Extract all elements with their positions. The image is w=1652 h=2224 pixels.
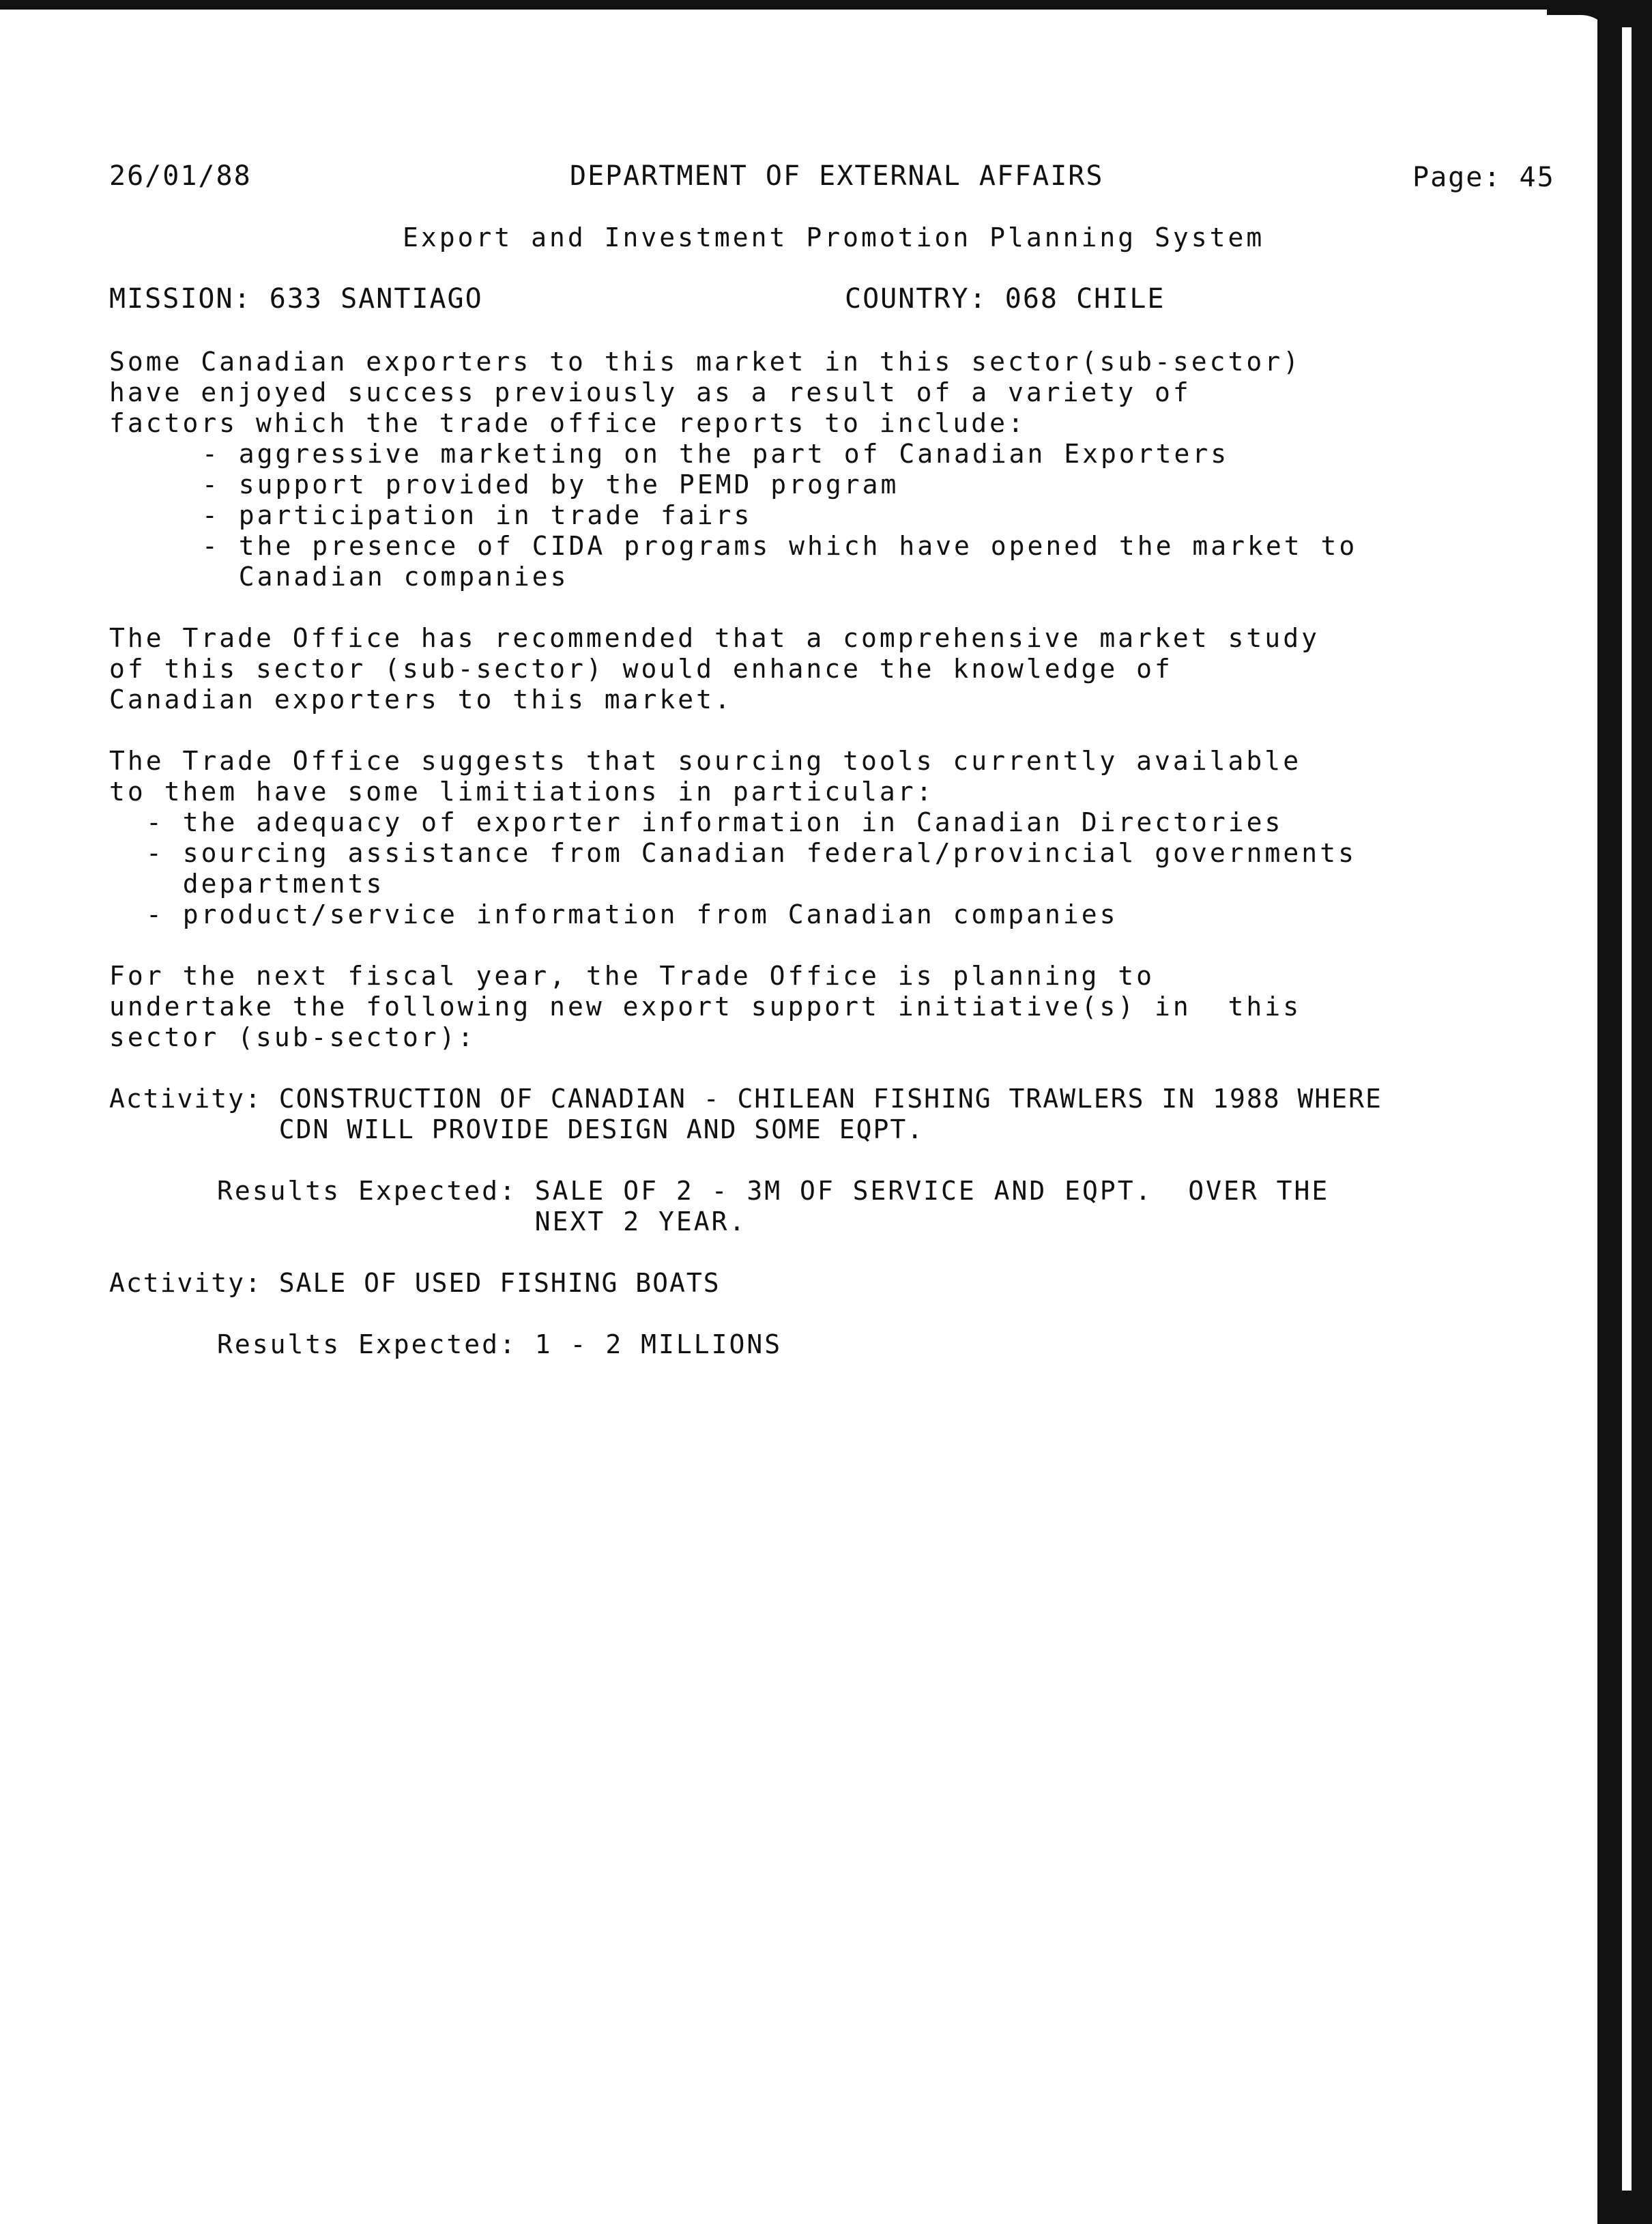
activity-line: Activity: SALE OF USED FISHING BOATS — [109, 1268, 721, 1298]
paragraph-line: of this sector (sub-sector) would enhance the knowledge of — [109, 654, 1173, 684]
results-expected-line: Results Expected: SALE OF 2 - 3M OF SERVICE AND EQPT. OVER THE — [217, 1176, 1330, 1206]
bullet-item: - sourcing assistance from Canadian federal/provincial governments — [146, 838, 1357, 868]
system-title: Export and Investment Promotion Planning System — [403, 222, 1265, 252]
activity-line: Activity: CONSTRUCTION OF CANADIAN - CHILEAN FISHING TRAWLERS IN 1988 WHERE — [109, 1084, 1382, 1114]
paragraph-line: The Trade Office suggests that sourcing tools currently available — [109, 746, 1302, 776]
activity-line: CDN WILL PROVIDE DESIGN AND SOME EQPT. — [109, 1114, 925, 1144]
page-number: Page: 45 — [1412, 162, 1555, 193]
department-title: DEPARTMENT OF EXTERNAL AFFAIRS — [570, 160, 1104, 192]
paragraph-line: Canadian exporters to this market. — [109, 684, 733, 714]
bullet-item: - the presence of CIDA programs which have opened the market to — [202, 531, 1358, 561]
bullet-item: - product/service information from Canadian companies — [146, 899, 1118, 929]
bullet-item: - aggressive marketing on the part of Canadian Exporters — [202, 439, 1230, 469]
bullet-item: - support provided by the PEMD program — [202, 470, 899, 500]
paragraph-line: have enjoyed success previously as a result of a variety of — [109, 377, 1191, 407]
bullet-item: - participation in trade fairs — [202, 500, 753, 530]
paragraph-line: Some Canadian exporters to this market in this sector(sub-sector) — [109, 347, 1302, 377]
mission-label: MISSION: 633 SANTIAGO — [109, 283, 483, 315]
bullet-item-continuation: departments — [146, 869, 385, 899]
paragraph-line: to them have some limitiations in particular: — [109, 777, 935, 807]
country-label: COUNTRY: 068 CHILE — [845, 283, 1165, 315]
results-expected-line: NEXT 2 YEAR. — [217, 1207, 747, 1237]
paragraph-line: For the next fiscal year, the Trade Office is planning to — [109, 961, 1155, 991]
paragraph-line: The Trade Office has recommended that a comprehensive market study — [109, 623, 1320, 653]
bullet-item: - the adequacy of exporter information in Canadian Directories — [146, 807, 1284, 837]
report-date: 26/01/88 — [109, 160, 252, 192]
binder-spine-gap — [1622, 27, 1632, 2191]
bullet-item-continuation: Canadian companies — [202, 562, 569, 592]
scan-top-edge — [0, 0, 1652, 10]
paragraph-line: undertake the following new export support initiative(s) in this — [109, 992, 1302, 1022]
paragraph-line: sector (sub-sector): — [109, 1022, 476, 1052]
paragraph-line: factors which the trade office reports to include: — [109, 408, 1026, 438]
results-expected-line: Results Expected: 1 - 2 MILLIONS — [217, 1329, 783, 1359]
